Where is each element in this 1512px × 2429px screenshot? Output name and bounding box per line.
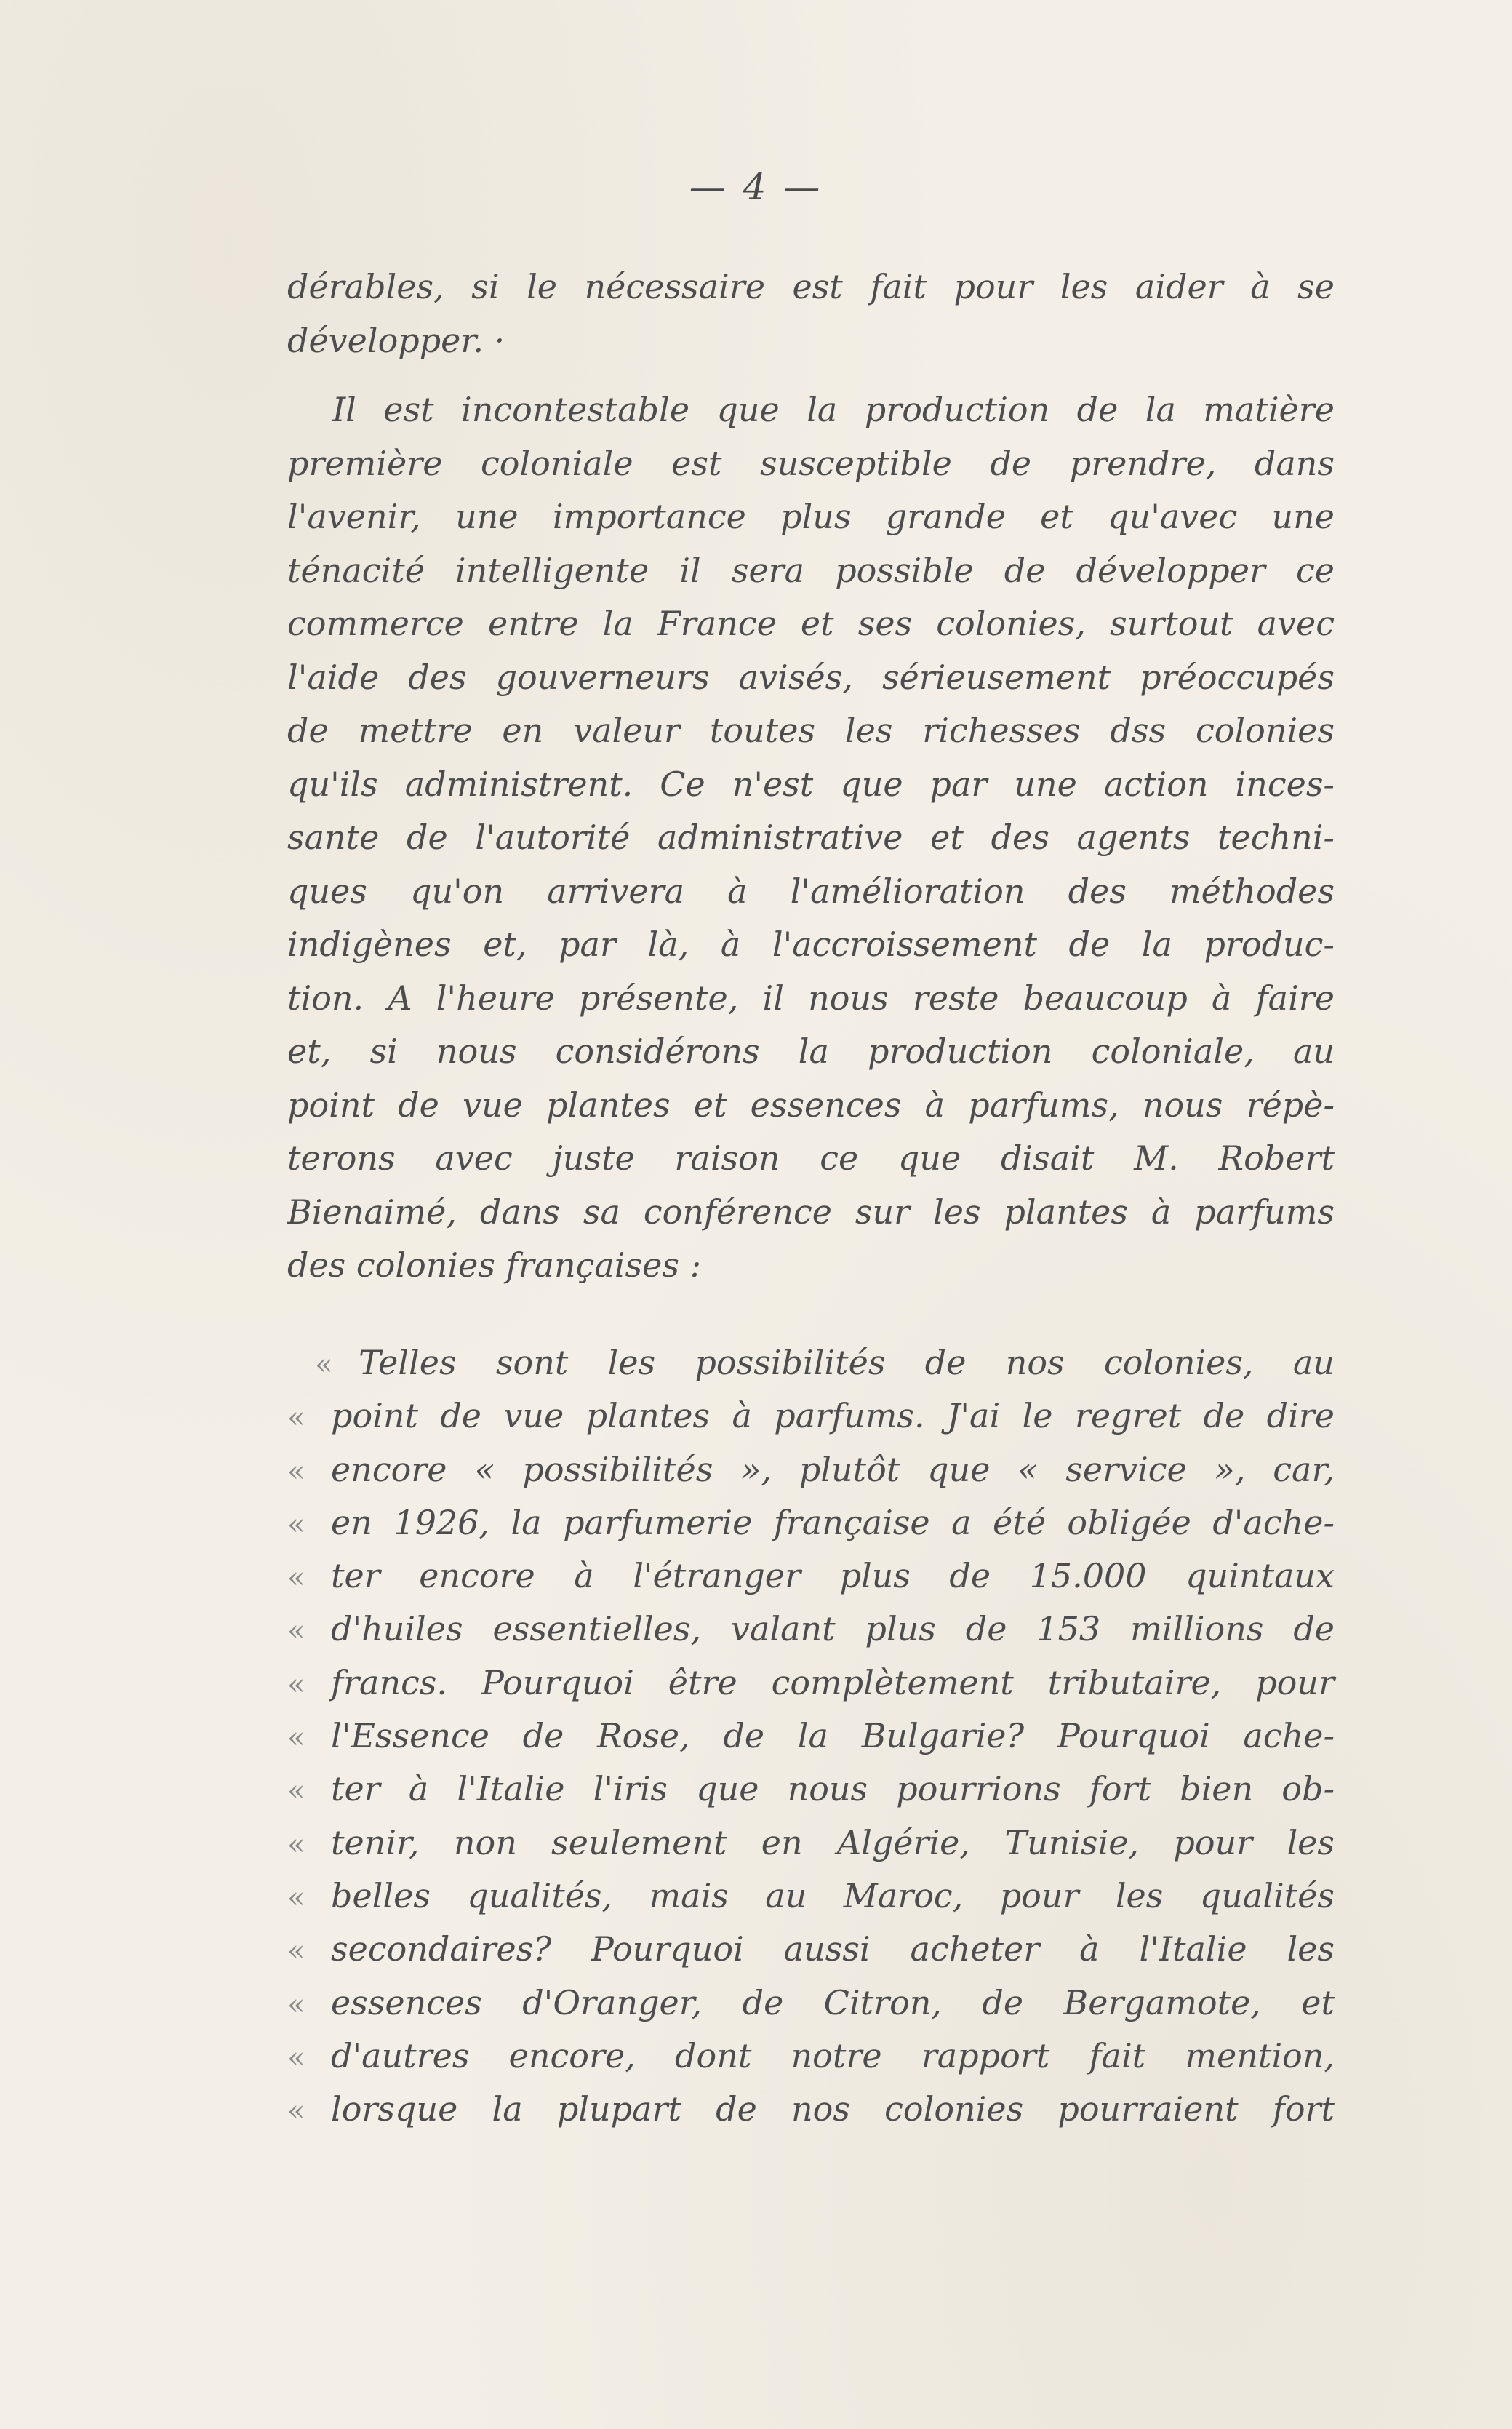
quote-text: d'autres encore, dont notre rapport fait mention, xyxy=(331,2035,1335,2075)
quote-mark: « xyxy=(287,1934,305,1969)
text-line: des colonies françaises : xyxy=(287,1245,702,1285)
quote-mark: « xyxy=(315,1348,333,1381)
text-line: terons avec juste raison ce que disait M. Robert xyxy=(287,1138,1335,1178)
quote-line xyxy=(287,1656,1335,1710)
quote-line xyxy=(287,1603,1335,1656)
quote-mark: « xyxy=(287,1507,305,1541)
quote-line xyxy=(287,2083,1335,2136)
quote-text: belles qualités, mais au Maroc, pour les qualités xyxy=(331,1875,1335,1915)
quotation-block xyxy=(287,1336,1335,2136)
text-line: tion. A l'heure présente, il nous reste beaucoup à faire xyxy=(287,978,1335,1018)
quote-mark: « xyxy=(287,1454,305,1488)
quote-text: ter à l'Italie l'iris que nous pourrions fort bien ob- xyxy=(331,1769,1335,1809)
quote-line xyxy=(287,2030,1335,2083)
quote-line xyxy=(287,1763,1335,1816)
text-line: ténacité intelligente il sera possible de développer ce xyxy=(287,550,1335,590)
quote-mark: « xyxy=(287,1561,305,1595)
quote-line xyxy=(287,1443,1335,1496)
quote-mark: « xyxy=(287,1880,305,1915)
quote-mark: « xyxy=(287,1614,305,1648)
text-line: indigènes et, par là, à l'accroissement de la produc- xyxy=(287,925,1335,964)
text-line: première coloniale est susceptible de prendre, dans xyxy=(287,443,1335,483)
quote-line xyxy=(287,1977,1335,2030)
quote-text: encore « possibilités », plutôt que « service », car, xyxy=(331,1449,1335,1489)
paragraph-main xyxy=(287,383,1335,1293)
page-number: — 4 — xyxy=(689,166,823,208)
quote-text: d'huiles essentielles, valant plus de 153 millions de xyxy=(331,1609,1335,1649)
quote-text: lorsque la plupart de nos colonies pourraient fort xyxy=(331,2089,1335,2129)
quote-text: l'Essence de Rose, de la Bulgarie? Pourquoi ache- xyxy=(331,1716,1335,1756)
quote-mark: « xyxy=(287,1774,305,1808)
quote-line xyxy=(287,1923,1335,1976)
quote-line xyxy=(287,1496,1335,1549)
quote-mark: « xyxy=(287,1721,305,1755)
text-line: Bienaimé, dans sa conférence sur les plantes à parfums xyxy=(287,1192,1335,1232)
text-line: développer. · xyxy=(287,320,505,360)
quote-line xyxy=(287,1710,1335,1763)
text-line: l'avenir, une importance plus grande et qu'avec une xyxy=(287,497,1335,536)
quote-mark: « xyxy=(287,1667,305,1702)
text-line: ques qu'on arrivera à l'amélioration des méthodes xyxy=(287,871,1335,911)
text-line: de mettre en valeur toutes les richesses dss colonies xyxy=(287,711,1335,750)
quote-text: ter encore à l'étranger plus de 15.000 quintaux xyxy=(331,1556,1335,1596)
quote-text: Telles sont les possibilités de nos colonies, au xyxy=(359,1343,1335,1382)
quote-line xyxy=(287,1816,1335,1870)
quote-text: point de vue plantes à parfums. J'ai le regret de dire xyxy=(331,1396,1335,1436)
quote-mark: « xyxy=(287,1987,305,2022)
text-line: qu'ils administrent. Ce n'est que par une action inces- xyxy=(287,764,1335,804)
text-line: point de vue plantes et essences à parfums, nous répè- xyxy=(287,1085,1335,1125)
text-line: sante de l'autorité administrative et des agents techni- xyxy=(287,818,1335,857)
quote-text: tenir, non seulement en Algérie, Tunisie, pour les xyxy=(331,1822,1335,1862)
quote-line xyxy=(287,1870,1335,1923)
quote-mark: « xyxy=(287,2041,305,2075)
paragraph-continuation xyxy=(287,260,1335,367)
text-line: et, si nous considérons la production coloniale, au xyxy=(287,1032,1335,1071)
quote-text: en 1926, la parfumerie française a été obligée d'ache- xyxy=(331,1502,1335,1542)
text-line: Il est incontestable que la production de la matière xyxy=(332,390,1335,429)
quote-mark: « xyxy=(287,1827,305,1862)
quote-mark: « xyxy=(287,2094,305,2129)
quote-mark: « xyxy=(287,1401,305,1435)
quote-line xyxy=(287,1336,1335,1389)
quote-line xyxy=(287,1549,1335,1603)
quote-line xyxy=(287,1389,1335,1443)
text-line: commerce entre la France et ses colonies, surtout avec xyxy=(287,604,1335,643)
quote-text: secondaires? Pourquoi aussi acheter à l'Italie les xyxy=(331,1929,1335,1969)
text-line: l'aide des gouverneurs avisés, sérieusement préoccupés xyxy=(287,657,1335,697)
text-line: dérables, si le nécessaire est fait pour les aider à se xyxy=(287,267,1335,306)
quote-text: francs. Pourquoi être complètement tributaire, pour xyxy=(331,1662,1335,1702)
quote-text: essences d'Oranger, de Citron, de Bergamote, et xyxy=(331,1982,1335,2022)
